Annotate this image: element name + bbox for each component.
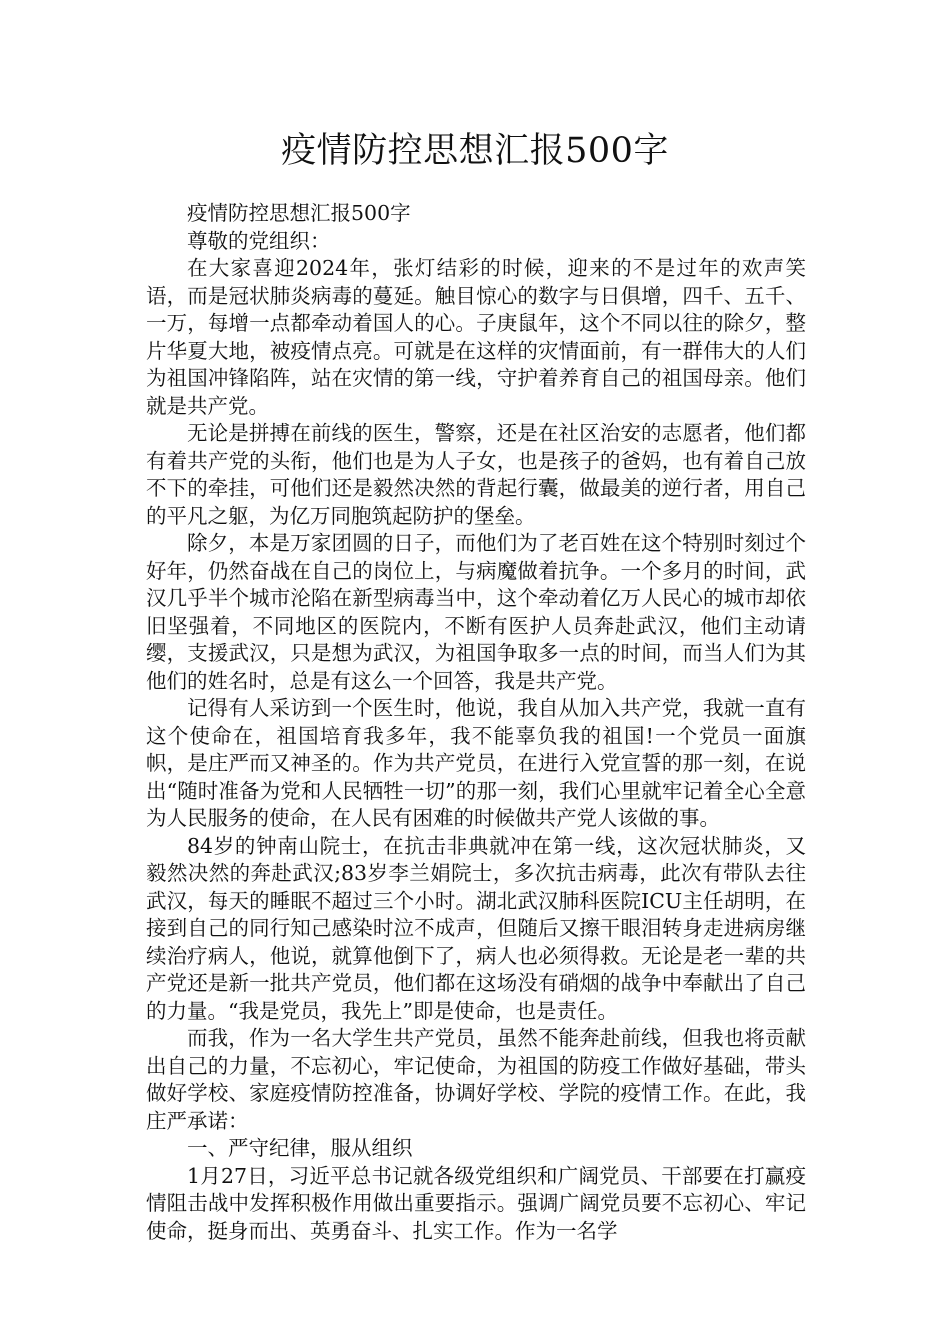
paragraph: 记得有人采访到一个医生时，他说，我自从加入共产党，我就一直有这个使命在，祖国培育我多年，我不能辜负我的祖国!一个党员一面旗帜，是庄严而又神圣的。作为共产党员，在进行入党宣誓的那一刻，在说出“随时准备为党和人民牺牲一切”的那一刻，我们心里就牢记着全心全意为人民服务的使命，在人民有困难的时候做共产党人该做的事。 — [146, 696, 806, 830]
paragraph: 而我，作为一名大学生共产党员，虽然不能奔赴前线，但我也将贡献出自己的力量，不忘初心，牢记使命，为祖国的防疫工作做好基础，带头做好学校、家庭疫情防控准备，协调好学校、学院的疫情工作。在此，我庄严承诺： — [146, 1026, 806, 1133]
paragraph: 无论是拼搏在前线的医生，警察，还是在社区治安的志愿者，他们都有着共产党的头衔，他们也是为人子女，也是孩子的爸妈，也有着自己放不下的牵挂，可他们还是毅然决然的背起行囊，做最美的逆行者，用自己的平凡之躯，为亿万同胞筑起防护的堡垒。 — [146, 421, 806, 528]
paragraph: 1月27日，习近平总书记就各级党组织和广阔党员、干部要在打赢疫情阻击战中发挥积极作用做出重要指示。强调广阔党员要不忘初心、牢记使命，挺身而出、英勇奋斗、扎实工作。作为一名学 — [146, 1163, 806, 1243]
salutation: 尊敬的党组织： — [187, 228, 331, 253]
paragraph: 除夕，本是万家团圆的日子，而他们为了老百姓在这个特别时刻过个好年，仍然奋战在自己的岗位上，与病魔做着抗争。一个多月的时间，武汉几乎半个城市沦陷在新型病毒当中，这个牵动着亿万人民心的城市却依旧坚强着，不同地区的医院内，不断有医护人员奔赴武汉，他们主动请缨，支援武汉，只是想为武汉，为祖国争取多一点的时间，而当人们为其他们的姓名时，总是有这么一个回答，我是共产党。 — [146, 531, 806, 693]
subtitle-line: 疫情防控思想汇报500字 — [187, 201, 411, 225]
section-heading: 一、严守纪律，服从组织 — [187, 1136, 413, 1160]
paragraph: 在大家喜迎2024年，张灯结彩的时候，迎来的不是过年的欢声笑语，而是冠状肺炎病毒的蔓延。触目惊心的数字与日俱增，四千、五千、一万，每增一点都牵动着国人的心。子庚鼠年，这个不同以往的除夕，整片华夏大地，被疫情点亮。可就是在这样的灾情面前，有一群伟大的人们为祖国冲锋陷阵，站在灾情的第一线，守护着养育自己的祖国母亲。他们就是共产党。 — [146, 256, 806, 418]
document-body — [146, 200, 806, 1245]
document-title: 疫情防控思想汇报500字 — [281, 131, 669, 171]
paragraph: 84岁的钟南山院士，在抗击非典就冲在第一线，这次冠状肺炎，又毅然决然的奔赴武汉;83岁李兰娟院士，多次抗击病毒，此次有带队去往武汉，每天的睡眠不超过三个小时。湖北武汉肺科医院ICU主任胡明，在接到自己的同行知己感染时泣不成声，但随后又擦干眼泪转身走进病房继续治疗病人，他说，就算他倒下了，病人也必须得救。无论是老一辈的共产党还是新一批共产党员，他们都在这场没有硝烟的战争中奉献出了自己的力量。“我是党员，我先上”即是使命，也是责任。 — [146, 833, 806, 1023]
